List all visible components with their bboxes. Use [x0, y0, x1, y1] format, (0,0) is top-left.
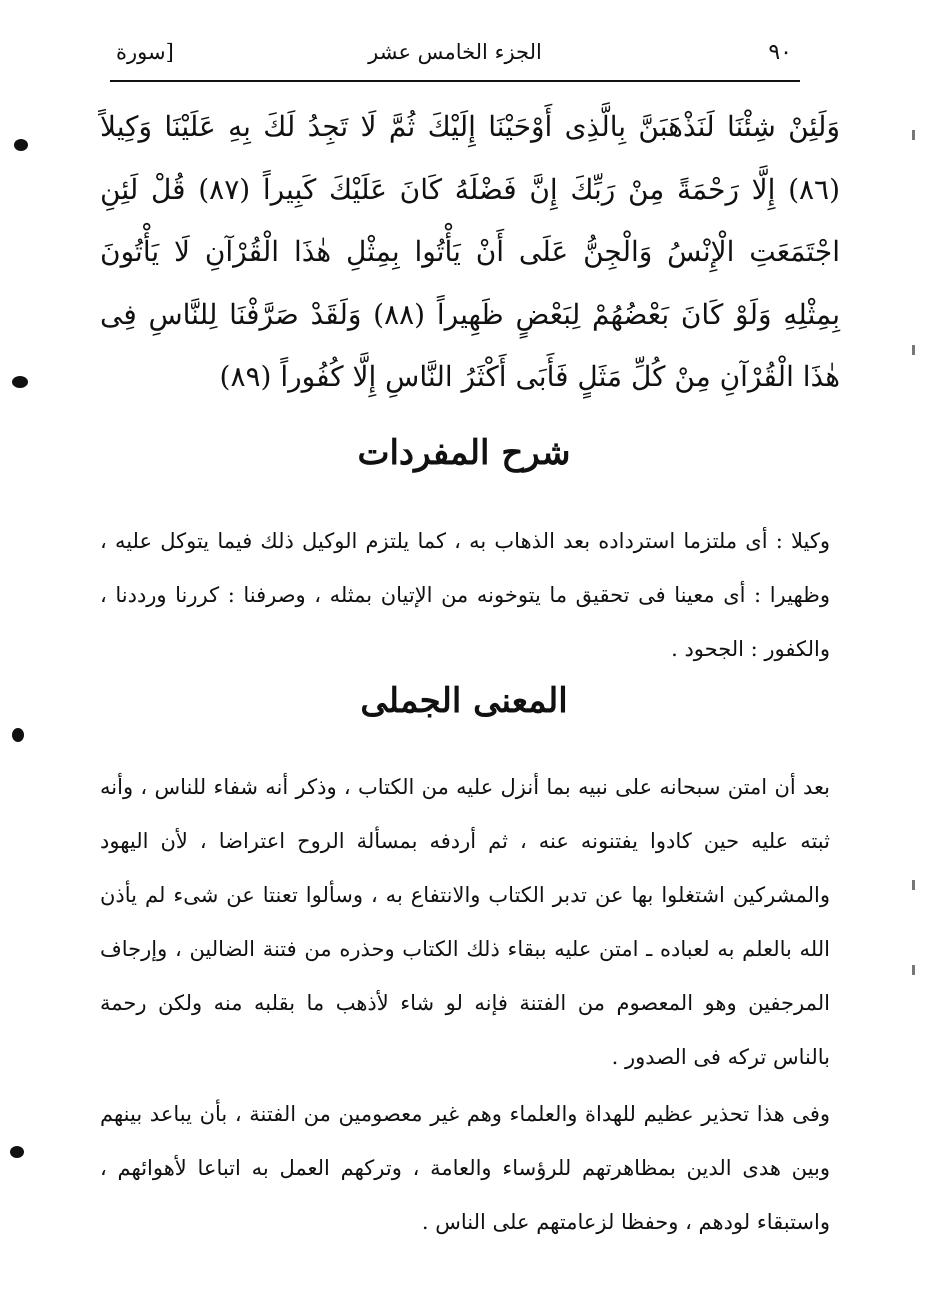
quran-verses: وَلَئِنْ شِئْنَا لَنَذْهَبَنَّ بِالَّذِى أَوْحَيْنَا إِلَيْكَ ثُمَّ لَا تَجِدُ لَكَ بِهِ عَلَيْنَا وَكِيلاً (٨٦) إِلَّا رَحْمَةً مِنْ رَبِّكَ إِنَّ فَضْلَهُ كَانَ عَلَيْكَ كَبِيراً (٨٧) قُلْ لَئِنِ اجْتَمَعَتِ الْإِنْسُ وَالْجِنُّ عَلَى أَنْ يَأْتُوا بِمِثْلِ هٰذَا الْقُرْآنِ لَا يَأْتُونَ بِمِثْلِهِ وَلَوْ كَانَ بَعْضُهُمْ لِبَعْضٍ ظَهِيراً (٨٨) وَلَقَدْ صَرَّفْنَا لِلنَّاسِ فِى هٰذَا الْقُرْآنِ مِنْ كُلِّ مَثَلٍ فَأَبَى أَكْثَرُ النَّاسِ إِلَّا كُفُوراً (٨٩)	[100, 110, 841, 393]
margin-mark	[912, 345, 915, 355]
surah-label: [سورة	[116, 40, 174, 64]
margin-mark	[912, 130, 915, 140]
margin-ink-dot	[10, 1146, 24, 1158]
meaning-paragraph-2: وفى هذا تحذير عظيم للهداة والعلماء وهم غير معصومين من الفتنة ، بأن يباعد بينهم وبين هدى الدين بمظاهرتهم للرؤساء والعامة ، وتركهم العمل به اتباعا لأهوائهم ، واستبقاء لودهم ، وحفظا لزعامتهم على الناس .	[100, 1102, 830, 1234]
page-number: ٩٠	[768, 40, 792, 65]
margin-mark	[912, 965, 915, 975]
margin-ink-dot	[12, 728, 24, 742]
running-title: الجزء الخامس عشر	[368, 40, 542, 64]
margin-ink-dot	[12, 376, 28, 388]
page-header	[110, 30, 800, 82]
margin-ink-dot	[14, 139, 28, 151]
meaning-paragraph-1: بعد أن امتن سبحانه على نبيه بما أنزل عليه من الكتاب ، وذكر أنه شفاء للناس ، وأنه ثبته عليه حين كادوا يفتنونه عنه ، ثم أردفه بمسألة الروح اعتراضا ، لأن اليهود والمشركين اشتغلوا بها عن تدبر الكتاب والانتفاع به ، وسألوا تعنتا عن شىء لم يأذن الله بالعلم به لعباده ـ امتن عليه ببقاء ذلك الكتاب وحذره من فتنة الضالين ، وإرجاف المرجفين وهو المعصوم من الفتنة فإنه لو شاء لأذهب ما بقلبه منه ولكن رحمة بالناس تركه فى الصدور .	[100, 775, 830, 1069]
section-heading-vocabulary: شرح المفردات	[357, 433, 571, 473]
margin-mark	[912, 880, 915, 890]
vocabulary-paragraph: وكيلا : أى ملتزما استرداده بعد الذهاب به ، كما يلتزم الوكيل ذلك فيما يتوكل عليه ، وظهيرا : أى معينا فى تحقيق ما يتوخونه من الإتيان بمثله ، وصرفنا : كررنا ورددنا ، والكفور : الجحود .	[100, 529, 830, 661]
section-heading-general-meaning: المعنى الجملى	[360, 681, 568, 721]
